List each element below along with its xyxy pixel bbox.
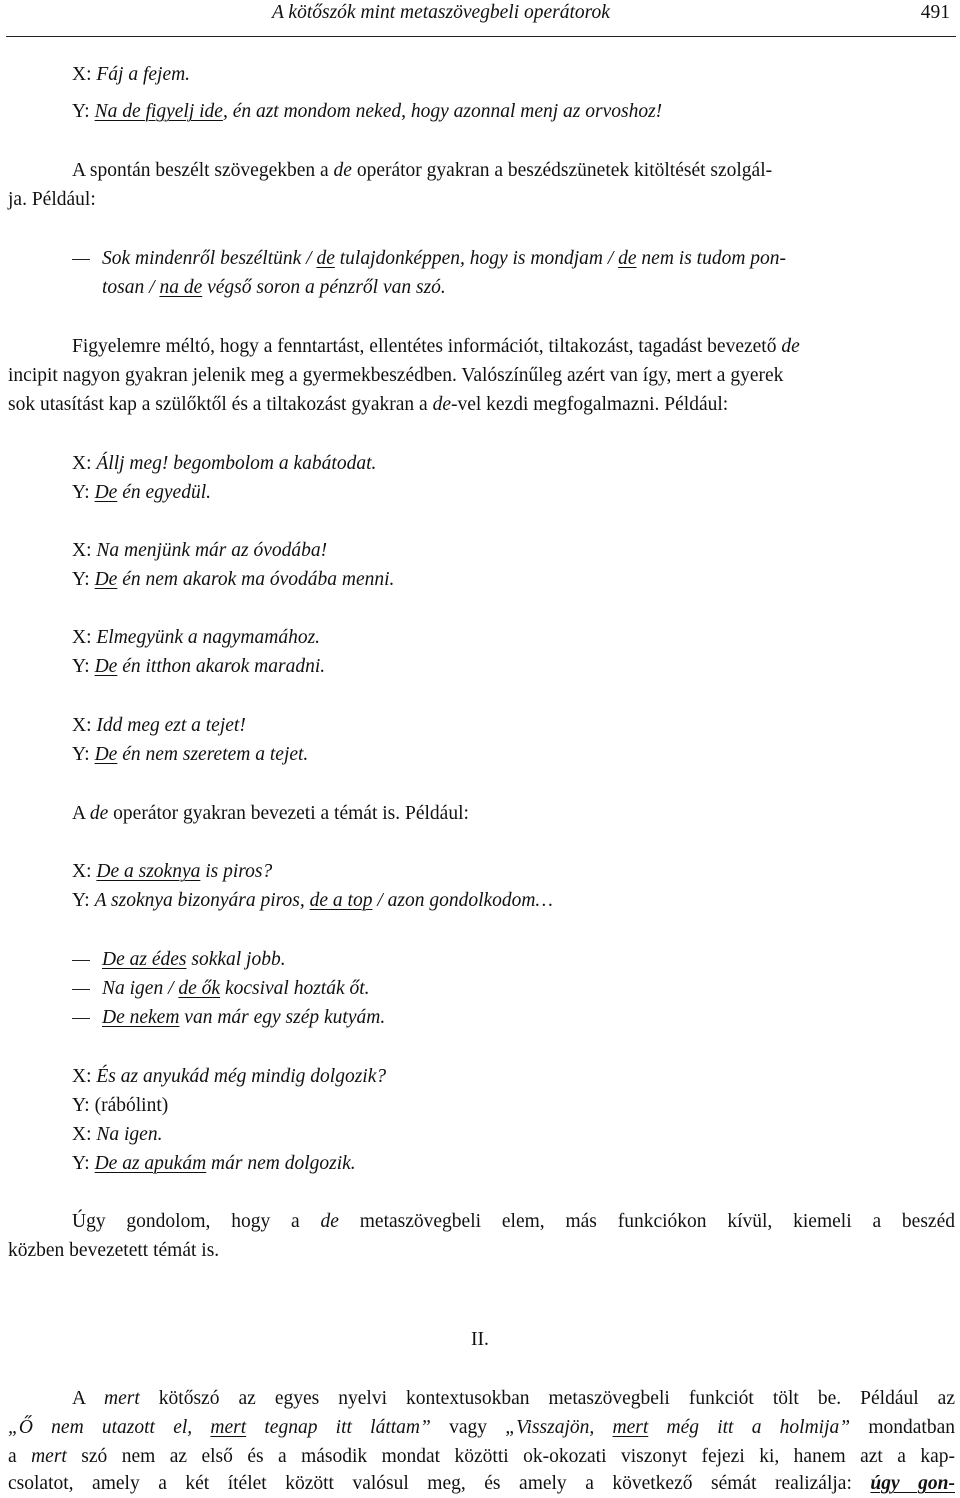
example1-line1: Sok mindenről beszéltünk / de tulajdonképpen, hogy is mondjam / de nem is tudom pon- [102, 248, 787, 269]
para1-line2: ja. Például: [8, 189, 96, 210]
dialog2-x: X: Állj meg! begombolom a kabátodat. [72, 453, 377, 474]
para4-line2: közben bevezetett témát is. [8, 1240, 220, 1261]
header-title: A kötőszók mint metaszövegbeli operátorok [272, 2, 610, 23]
dash-marker [72, 1018, 90, 1019]
dash-marker [72, 989, 90, 990]
example1-line2: tosan / na de végső soron a pénzről van szó. [102, 277, 446, 298]
dash-marker [72, 960, 90, 961]
para5-line3: a mert szó nem az első és a második mondat közötti ok-okozati viszonyt fejezi ki, hanem azt a kap- [8, 1446, 955, 1467]
para4-line1: Úgy gondolom, hogy a de metaszövegbeli elem, más funkciókon kívül, kiemeli a beszéd [72, 1211, 955, 1232]
dialog7-y2: Y: De az apukám már nem dolgozik. [72, 1153, 356, 1174]
dialog7-x2: X: Na igen. [72, 1124, 163, 1145]
dialog3-x: X: Na menjünk már az óvodába! [72, 540, 328, 561]
para5-line1: A mert kötőszó az egyes nyelvi kontextusokban metaszövegbeli funkciót tölt be. Például az [72, 1388, 955, 1409]
para5-line2: „Ő nem utazott el, mert tegnap itt láttam” vagy „Visszajön, mert még itt a holmija” mondatban [8, 1417, 956, 1438]
dialog1-y: Y: Na de figyelj ide, én azt mondom neked, hogy azonnal menj az orvoshoz! [72, 101, 663, 122]
dialog5-x: X: Idd meg ezt a tejet! [72, 715, 246, 736]
dialog7-y1: Y: (rábólint) [72, 1095, 169, 1116]
dialog3-y: Y: De én nem akarok ma óvodába menni. [72, 569, 395, 590]
section-heading: II. [471, 1329, 489, 1350]
dialog4-y: Y: De én itthon akarok maradni. [72, 656, 326, 677]
dash-marker [72, 259, 90, 260]
para2-line1: Figyelemre méltó, hogy a fenntartást, ellentétes információt, tiltakozást, tagadást bevezető de [72, 336, 800, 357]
page-number: 491 [920, 2, 950, 23]
dash-item: Na igen / de ők kocsival hozták őt. [102, 978, 370, 999]
para5-line4: csolatot, amely a két ítélet között valósul meg, és amely a következő sémát realizálja: úgy gon- [8, 1473, 955, 1494]
para2-line2: incipit nagyon gyakran jelenik meg a gyermekbeszédben. Valószínűleg azért van így, mert a gyerek [8, 365, 784, 386]
dialog4-x: X: Elmegyünk a nagymamához. [72, 627, 321, 648]
para3: A de operátor gyakran bevezeti a témát is. Például: [72, 803, 469, 824]
dialog1-x: X: Fáj a fejem. [72, 64, 191, 85]
dialog2-y: Y: De én egyedül. [72, 482, 212, 503]
running-header [0, 0, 960, 40]
dialog7-x1: X: És az anyukád még mindig dolgozik? [72, 1066, 387, 1087]
dash-item: De az édes sokkal jobb. [102, 949, 286, 970]
para1-line1: A spontán beszélt szövegekben a de operátor gyakran a beszédszünetek kitöltését szolgál- [72, 160, 773, 181]
dialog6-x: X: De a szoknya is piros? [72, 861, 273, 882]
header-rule [6, 36, 956, 37]
dialog5-y: Y: De én nem szeretem a tejet. [72, 744, 309, 765]
para2-line3: sok utasítást kap a szülőktől és a tiltakozást gyakran a de-vel kezdi megfogalmazni. Például: [8, 394, 729, 415]
dialog6-y: Y: A szoknya bizonyára piros, de a top / azon gondolkodom… [72, 890, 553, 911]
dash-item: De nekem van már egy szép kutyám. [102, 1007, 386, 1028]
